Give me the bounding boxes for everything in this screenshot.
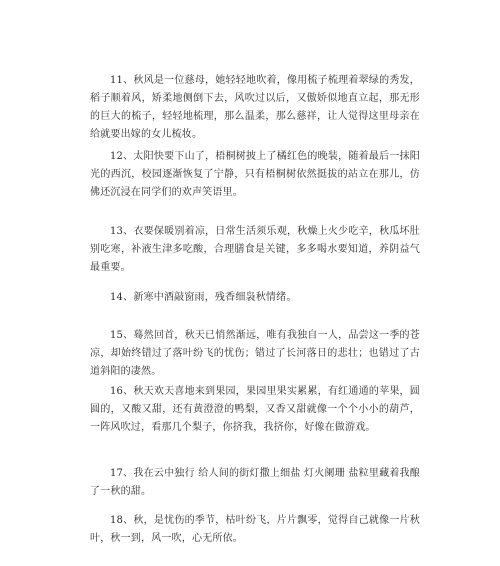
entry-18: 18、秋，是忧伤的季节，枯叶纷飞，片片飘零，觉得自己就像一片秋叶，秋一到，风一吹，心无所依。 [90, 515, 420, 544]
entry-14: 14、新寒中酒敲窗雨，残香细袅秋情绪。 [110, 292, 297, 303]
entry-15: 15、蓦然回首，秋天已悄然渐远，唯有我独自一人，品尝这一季的苍凉，却始终错过了落叶纷飞的忧伤；错过了长河落日的悲壮；也错过了古道斜阳的凄然。 [90, 330, 420, 377]
entry-17: 17、我在云中独行 给人间的街灯撒上细盐 灯火阑珊 盐粒里藏着我酿了一秋的甜。 [90, 468, 420, 497]
entry-12: 12、太阳快要下山了，梧桐树披上了橘红色的晚装，随着最后一抹阳光的西沉，校园逐渐恢复了宁静，只有梧桐树依然挺拔的站立在那儿，仿佛还沉浸在同学们的欢声笑语里。 [90, 151, 420, 198]
entry-11: 11、秋风是一位慈母，她轻轻地吹着，像用梳子梳理着翠绿的秀发，稻子顺着风，矫柔地侧倒下去，风吹过以后，又傲娇似地直立起，那无形的巨大的梳子，轻轻地梳理，那么温柔，那么慈祥，让人觉得这里母亲在给就要出嫁的女儿梳妆。 [90, 75, 420, 140]
entry-13: 13、衣要保暖别着凉，日常生活须乐观，秋燥上火少吃辛，秋瓜坏肚别吃寒，补液生津多吃酸，合理膳食是关键，多多喝水要知道，养阴益气最重要。 [90, 226, 420, 273]
entry-16: 16、秋天欢天喜地来到果园，果园里果实累累，有红通通的苹果，圆圆的，又酸又甜，还有黄澄澄的鸭梨，又香又甜就像一个个小小的葫芦，一阵风吹过，看那几个梨子，你挤我，我挤你，好像在做游戏。 [90, 386, 420, 433]
